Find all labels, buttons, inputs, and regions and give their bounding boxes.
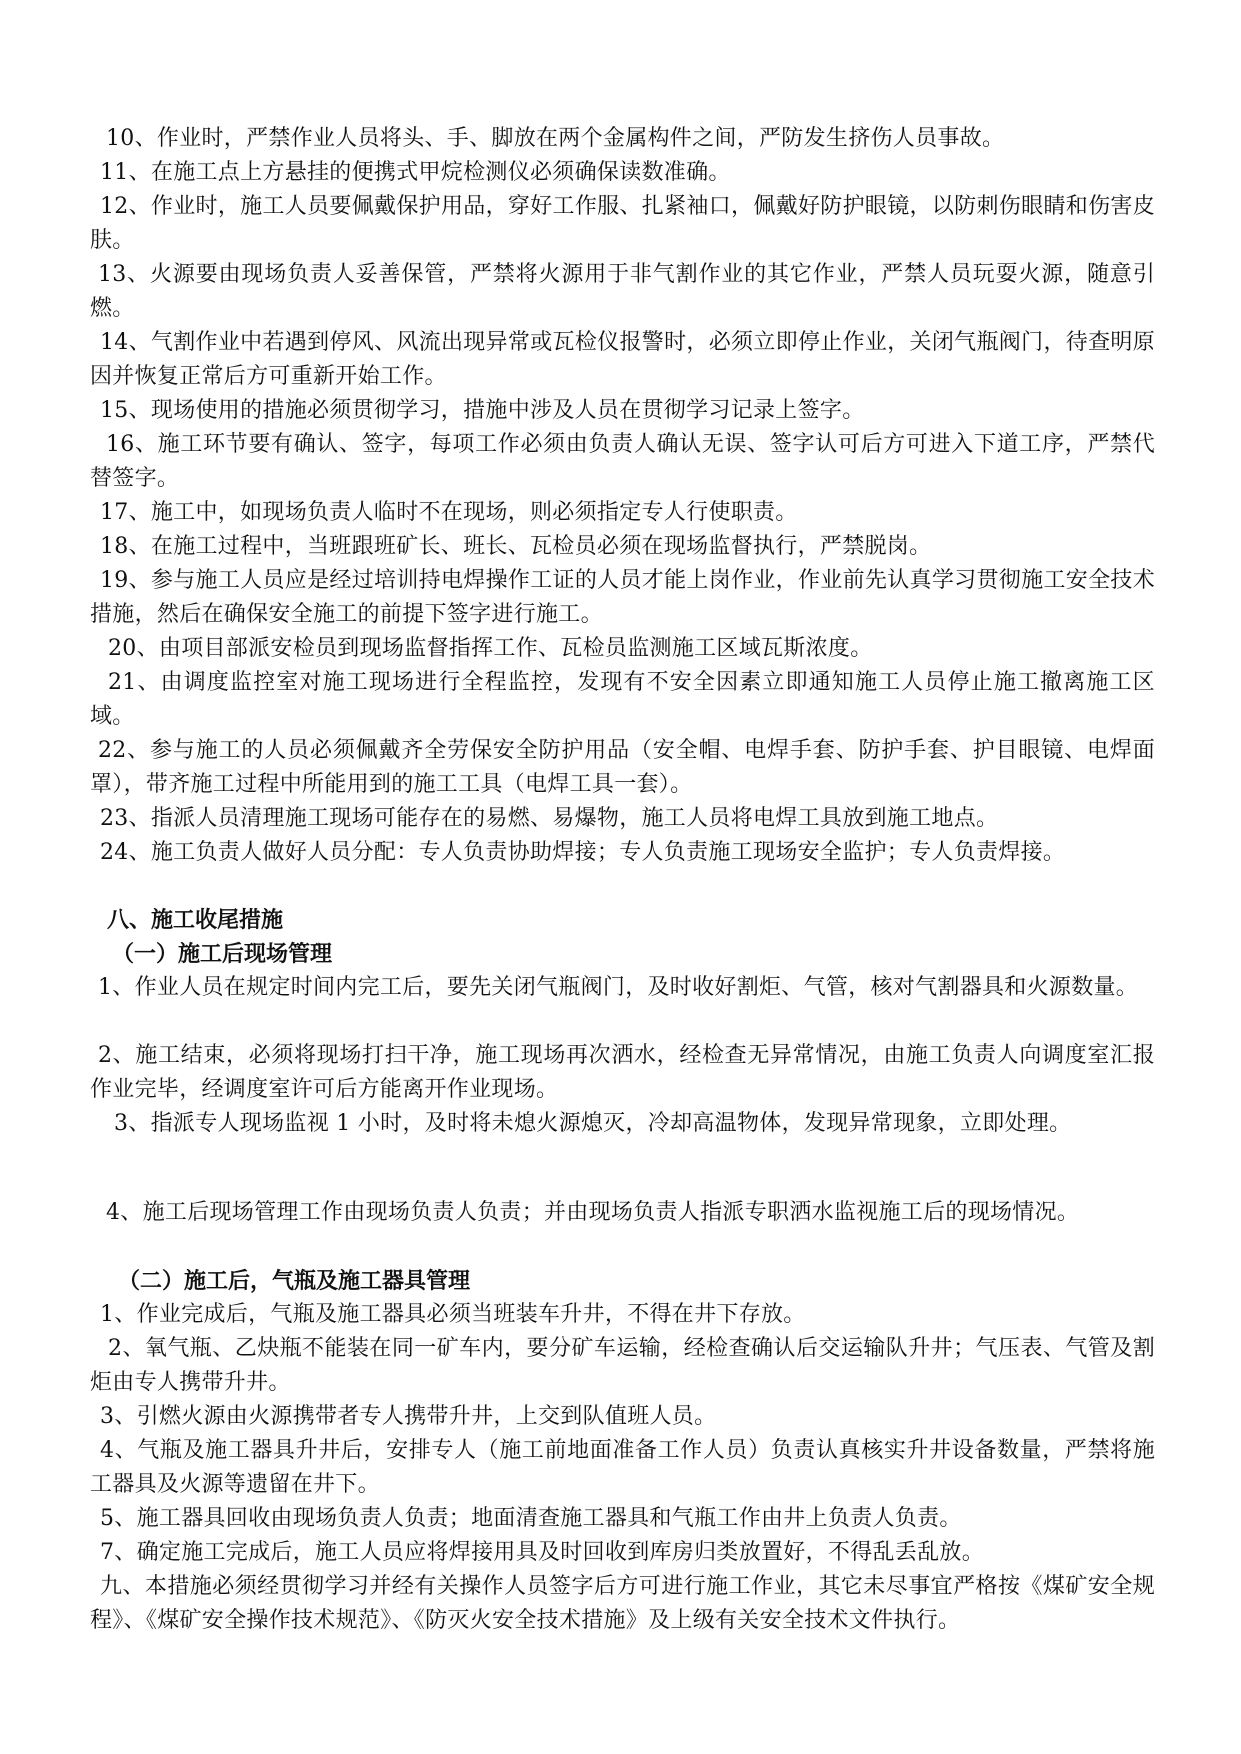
measure-19: 19、参与施工人员应是经过培训持电焊操作工证的人员才能上岗作业，作业前先认真学习贯彻施工安全技术措施，然后在确保安全施工的前提下签字进行施工。 <box>90 568 1155 627</box>
site-item-4: 4、施工后现场管理工作由现场负责人负责；并由现场负责人指派专职洒水监视施工后的现场情况。 <box>106 1200 1080 1225</box>
measure-17: 17、施工中，如现场负责人临时不在现场，则必须指定专人行使职责。 <box>100 500 798 525</box>
measure-20: 20、由项目部派安检员到现场监督指挥工作、瓦检员监测施工区域瓦斯浓度。 <box>108 636 873 661</box>
measure-11: 11、在施工点上方悬挂的便携式甲烷检测仪必须确保读数准确。 <box>100 160 731 185</box>
section-8-title: 八、施工收尾措施 <box>107 907 284 933</box>
equipment-item-4: 4、气瓶及施工器具升井后，安排专人（施工前地面准备工作人员）负责认真核实升井设备数量，严禁将施工器具及火源等遗留在井下。 <box>90 1438 1155 1497</box>
measure-23: 23、指派人员清理施工现场可能存在的易燃、易爆物，施工人员将电焊工具放到施工地点。 <box>100 806 999 831</box>
equipment-item-2: 2、氧气瓶、乙炔瓶不能装在同一矿车内，要分矿车运输，经检查确认后交运输队升井；气压表、气管及割炬由专人携带升井。 <box>90 1336 1155 1395</box>
measure-13: 13、火源要由现场负责人妥善保管，严禁将火源用于非气割作业的其它作业，严禁人员玩耍火源，随意引燃。 <box>90 262 1155 321</box>
measure-22: 22、参与施工的人员必须佩戴齐全劳保安全防护用品（安全帽、电焊手套、防护手套、护目眼镜、电焊面罩），带齐施工过程中所能用到的施工工具（电焊工具一套）。 <box>90 738 1155 797</box>
measure-18: 18、在施工过程中，当班跟班矿长、班长、瓦检员必须在现场监督执行，严禁脱岗。 <box>100 534 932 559</box>
section-9-text: 九、本措施必须经贯彻学习并经有关操作人员签字后方可进行施工作业，其它未尽事宜严格按《煤矿安全规程》、《煤矿安全操作技术规范》、《防灭火安全技术措施》及上级有关安全技术文件执行。 <box>90 1574 1155 1633</box>
measure-12: 12、作业时，施工人员要佩戴保护用品，穿好工作服、扎紧袖口，佩戴好防护眼镜，以防刺伤眼睛和伤害皮肤。 <box>90 194 1155 253</box>
subsection-2-title: （二）施工后，气瓶及施工器具管理 <box>118 1268 471 1294</box>
equipment-item-3: 3、引燃火源由火源携带者专人携带升井，上交到队值班人员。 <box>100 1404 717 1429</box>
measure-16: 16、施工环节要有确认、签字，每项工作必须由负责人确认无误、签字认可后方可进入下道工序，严禁代替签字。 <box>90 432 1155 491</box>
measure-15: 15、现场使用的措施必须贯彻学习，措施中涉及人员在贯彻学习记录上签字。 <box>100 398 865 423</box>
site-item-3: 3、指派专人现场监视 1 小时，及时将未熄火源熄灭，冷却高温物体，发现异常现象，立即处理。 <box>114 1111 1072 1136</box>
measure-10: 10、作业时，严禁作业人员将头、手、脚放在两个金属构件之间，严防发生挤伤人员事故。 <box>106 126 1005 151</box>
subsection-1-title: （一）施工后现场管理 <box>112 941 333 967</box>
site-item-2: 2、施工结束，必须将现场打扫干净，施工现场再次洒水，经检查无异常情况，由施工负责人向调度室汇报作业完毕，经调度室许可后方能离开作业现场。 <box>90 1043 1155 1102</box>
measure-24: 24、施工负责人做好人员分配：专人负责协助焊接；专人负责施工现场安全监护；专人负责焊接。 <box>100 840 1066 865</box>
measure-14: 14、气割作业中若遇到停风、风流出现异常或瓦检仪报警时，必须立即停止作业，关闭气瓶阀门，待查明原因并恢复正常后方可重新开始工作。 <box>90 330 1155 389</box>
equipment-item-1: 1、作业完成后，气瓶及施工器具必须当班装车升井，不得在井下存放。 <box>100 1302 806 1327</box>
measure-21: 21、由调度监控室对施工现场进行全程监控，发现有不安全因素立即通知施工人员停止施工撤离施工区域。 <box>90 670 1155 729</box>
equipment-item-7: 7、确定施工完成后，施工人员应将焊接用具及时回收到库房归类放置好，不得乱丢乱放。 <box>100 1540 984 1565</box>
equipment-item-5: 5、施工器具回收由现场负责人负责；地面清查施工器具和气瓶工作由井上负责人负责。 <box>100 1506 962 1531</box>
site-item-1: 1、作业人员在规定时间内完工后，要先关闭气瓶阀门，及时收好割炬、气管，核对气割器具和火源数量。 <box>98 975 1139 1000</box>
